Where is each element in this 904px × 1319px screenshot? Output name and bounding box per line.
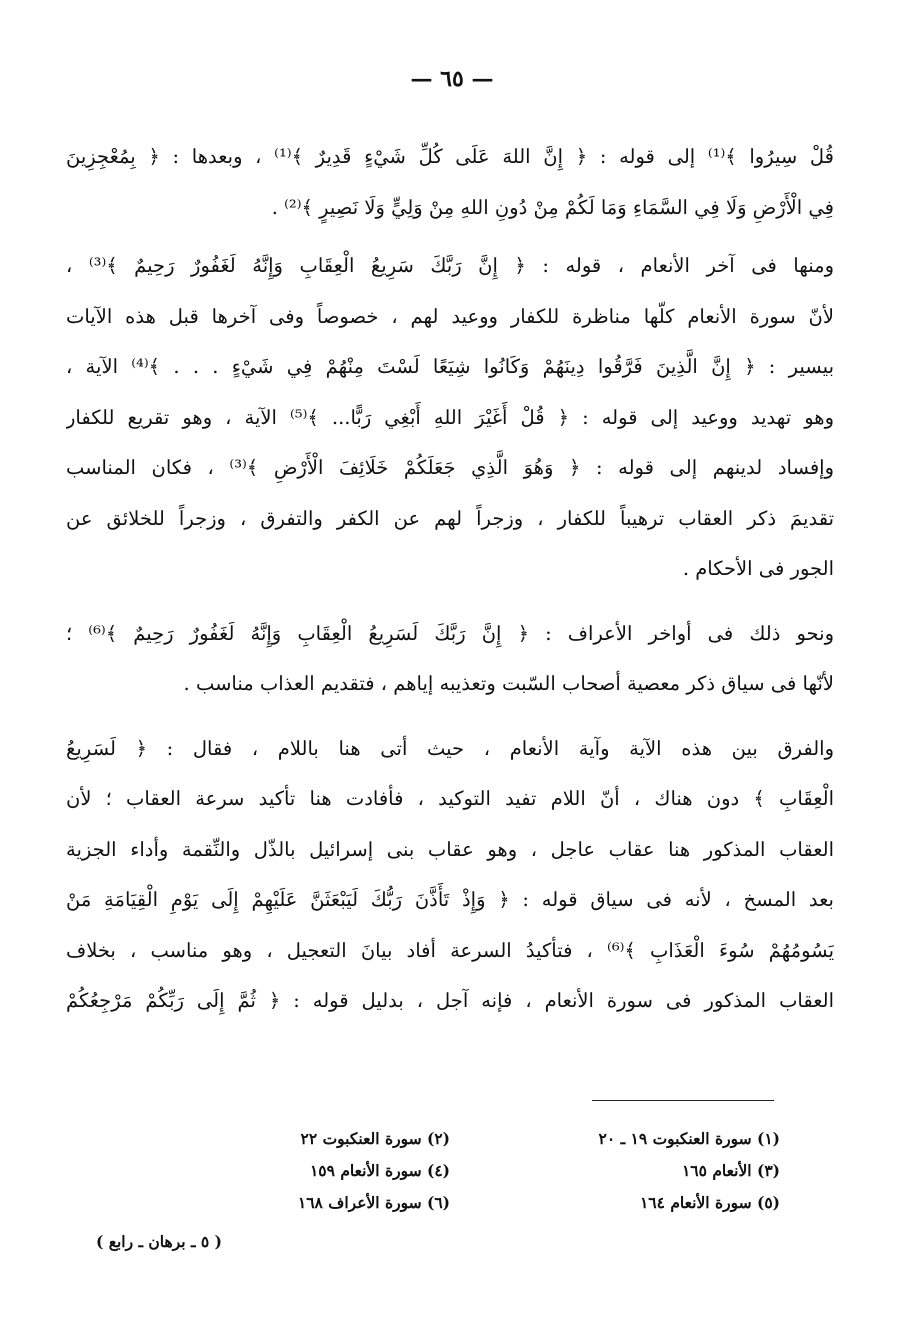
text-line: بعد المسخ ، لأنه فى سياق قوله : ﴿ وَإِذْ تَأَذَّنَ رَبُّكَ لَيَبْعَثَنَّ عَلَيْهِمْ إِلَى يَوْمِ الْقِيَامَةِ مَنْ <box>66 888 834 911</box>
text-line: لأنّ سورة الأنعام كلّها مناظرة للكفار ووعيد لهم ، خصوصاً وفى آخرها قبل هذه الآيات <box>66 304 834 328</box>
footnote-item: (٤) سورة الأنعام ١٥٩ <box>309 1161 450 1180</box>
text-line: ومنها فى آخر الأنعام ، قوله : ﴿ إِنَّ رَبَّكَ سَرِيعُ الْعِقَابِ وَإِنَّهُ لَغَفُورٌ رَحِيمٌ ﴾⁽³⁾ ، <box>66 254 834 277</box>
body-text <box>66 132 834 1035</box>
printer-signature: ( ٥ ـ برهان ـ رابع ) <box>96 1232 222 1251</box>
footnote-item: (٦) سورة الأعراف ١٦٨ <box>297 1193 450 1212</box>
text-line: وهو تهديد ووعيد إلى قوله : ﴿ قُلْ أَغَيْرَ اللهِ أَبْغِي رَبًّا... ﴾⁽⁵⁾ الآية ، وهو تقريع للكفار <box>66 405 834 429</box>
footnote-divider <box>592 1100 774 1101</box>
text-line: وإفساد لدينهم إلى قوله : ﴿ وَهُوَ الَّذِي جَعَلَكُمْ خَلَائِفَ الْأَرْضِ ﴾⁽³⁾ ، فكان المناسب <box>66 456 834 479</box>
text-line: الجور فى الأحكام . <box>682 557 834 580</box>
paragraph-3 <box>66 609 834 710</box>
paragraph-4 <box>66 724 834 1027</box>
text-line: العقاب المذكور فى سورة الأنعام ، فإنه آجل ، بدليل قوله : ﴿ ثُمَّ إِلَى رَبِّكُمْ مَرْجِعُكُمْ <box>66 989 834 1012</box>
text-line: تقديمَ ذكر العقاب ترهيباً للكفار ، وزجراً لهم عن الكفر والتفرق ، وزجراً للخلائق عن <box>66 506 834 530</box>
text-line: ونحو ذلك فى أواخر الأعراف : ﴿ إِنَّ رَبَّكَ لَسَرِيعُ الْعِقَابِ وَإِنَّهُ لَغَفُورٌ رَحِيمٌ ﴾⁽⁶⁾ ؛ <box>66 621 834 645</box>
text-line: لأنّها فى سياق ذكر معصية أصحاب السّبت وتعذيبه إياهم ، فتقديم العذاب مناسب . <box>183 672 834 695</box>
text-line: فِي الْأَرْضِ وَلَا فِي السَّمَاءِ وَمَا لَكُمْ مِنْ دُونِ اللهِ مِنْ وَلِيٍّ وَلَا نَصِيرٍ ﴾⁽²⁾ . <box>271 195 834 219</box>
paragraph-1 <box>66 132 834 233</box>
text-line: يَسُومُهُمْ سُوءَ الْعَذَابِ ﴾⁽⁶⁾ ، فتأكيدُ السرعة أفاد بيانَ التعجيل ، وهو مناسب ، بخلاف <box>66 938 834 962</box>
footnote-item: (٣) الأنعام ١٦٥ <box>681 1161 780 1180</box>
footnote-item: (١) سورة العنكبوت ١٩ ـ ٢٠ <box>598 1129 780 1148</box>
footnotes <box>120 1124 780 1218</box>
text-line: العقاب المذكور هنا عقاب عاجل ، وهو عقاب بنى إسرائيل بالذّل والنِّقمة وأداء الجزية <box>66 837 834 861</box>
text-line: بيسير : ﴿ إِنَّ الَّذِينَ فَرَّقُوا دِينَهُمْ وَكَانُوا شِيَعًا لَسْتَ مِنْهُمْ فِي شَيْءٍ . . . ﴾⁽⁴⁾ الآية ، <box>66 355 834 378</box>
text-line: الْعِقَابِ ﴾ دون هناك ، أنّ اللام تفيد التوكيد ، فأفادت هنا تأكيد سرعة العقاب ؛ لأن <box>66 787 834 810</box>
page-number: — ٦٥ — <box>410 66 494 92</box>
footnote-item: (٥) سورة الأنعام ١٦٤ <box>639 1193 780 1212</box>
text-line: قُلْ سِيرُوا ﴾⁽¹⁾ إلى قوله : ﴿ إِنَّ اللهَ عَلَى كُلِّ شَيْءٍ قَدِيرٌ ﴾⁽¹⁾ ، وبعدها : ﴿ بِمُعْجِزِينَ <box>66 145 834 168</box>
paragraph-2 <box>66 241 834 595</box>
footnote-item: (٢) سورة العنكبوت ٢٢ <box>300 1129 450 1148</box>
text-line: والفرق بين هذه الآية وآية الأنعام ، حيث أتى هنا باللام ، فقال : ﴿ لَسَرِيعُ <box>66 736 834 760</box>
